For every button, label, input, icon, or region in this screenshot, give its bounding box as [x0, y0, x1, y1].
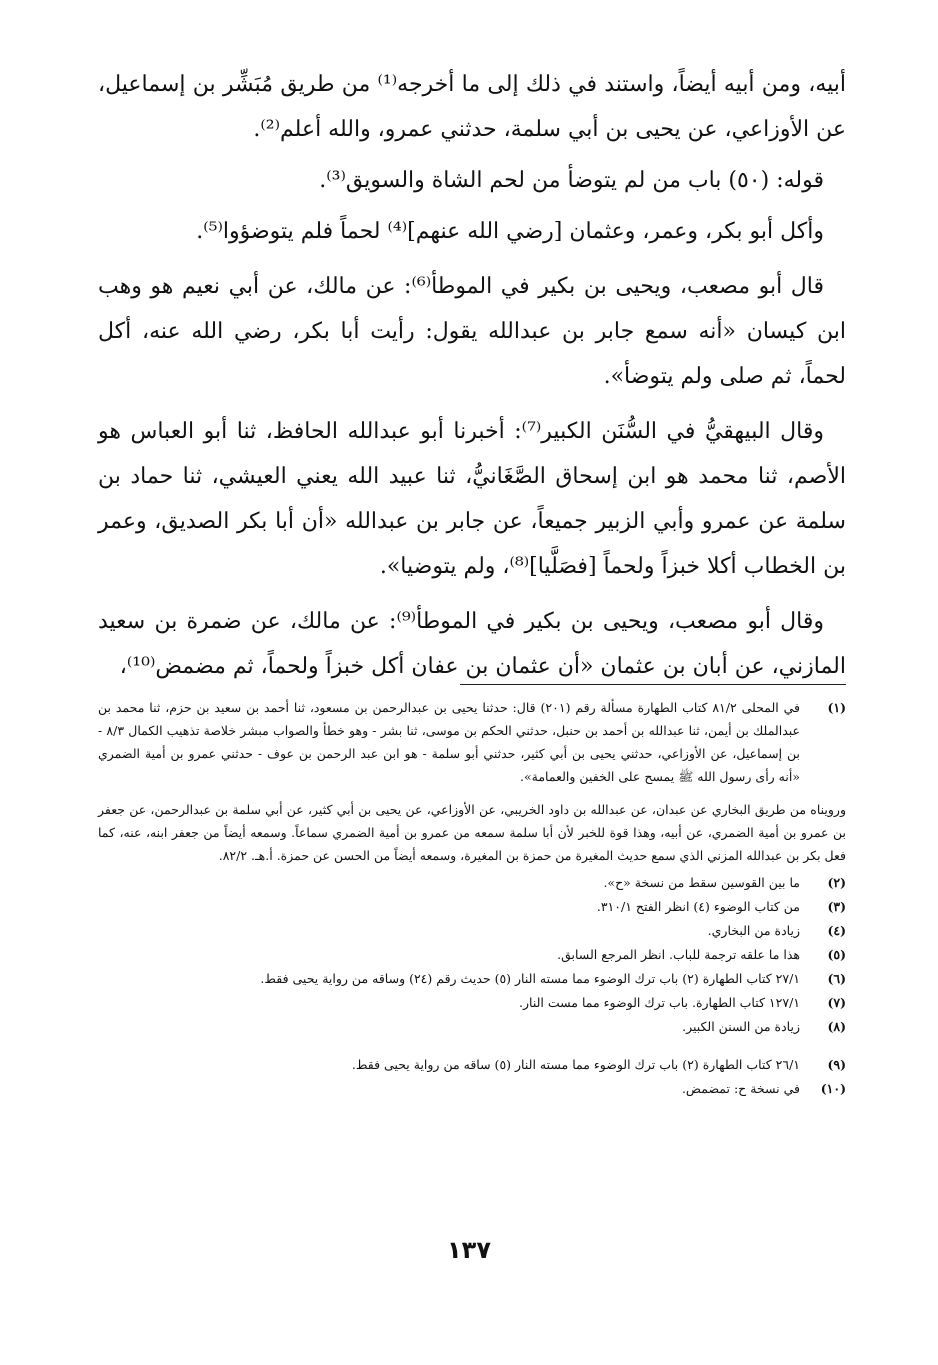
footnote-2 — [98, 871, 846, 894]
footnote-text: زيادة من البخاري. — [707, 923, 800, 938]
footnote-text: في المحلى ٨١/٢ كتاب الطهارة مسألة رقم (٢٠١) قال: حدثنا يحيى بن عبدالرحمن بن مسعود، ثنا أحمد بن سعيد بن حزم، ثنا محمد بن عبدالملك بن أيمن، ثنا عبدالله بن أحمد بن حنبل، حدثني الحكم بن موسى، ثنا بشر - وهو خطأ والصواب مبشر خلاصة تذهيب الكمال ٨/٣ - بن إسماعيل، عن الأوزاعي، حدثني يحيى بن أبي كثير، حدثني أبو سلمة - هو ابن عبد الرحمن بن عوف - حدثني عمرو بن أمية الضمري «أنه رأى رسول الله ﷺ يمسح على الخفين والعمامة». — [98, 700, 800, 784]
main-text-column — [98, 62, 846, 695]
page-number: ١٣٧ — [447, 1236, 491, 1264]
footnote-4 — [98, 919, 846, 942]
footnote-divider — [460, 684, 846, 685]
footnote-number: (٥) — [827, 947, 846, 962]
footnote-spacer — [98, 1039, 846, 1053]
footnote-3 — [98, 895, 846, 918]
footnote-5 — [98, 943, 846, 966]
footnote-9 — [98, 1053, 846, 1076]
paragraph-2: قوله: (٥٠) باب من لم يتوضأ من لحم الشاة والسويق⁽³⁾. — [319, 168, 824, 193]
footnote-number: (١٠) — [820, 1081, 846, 1096]
footnote-1 — [98, 696, 846, 788]
footnote-10 — [98, 1077, 846, 1100]
footnote-text: ما بين القوسين سقط من نسخة «ح». — [603, 875, 800, 890]
footnote-number: (٤) — [827, 923, 846, 938]
footnotes — [98, 696, 846, 1101]
footnote-number: (١) — [827, 700, 846, 715]
main-text — [98, 62, 846, 689]
footnote-text: من كتاب الوضوء (٤) انظر الفتح ٣١٠/١. — [596, 899, 800, 914]
paragraph-5: وقال البيهقيُّ في السُّنَن الكبير⁽⁷⁾: أخبرنا أبو عبدالله الحافظ، ثنا أبو العباس هو الأصم، ثنا محمد هو ابن إسحاق الصَّغَانيُّ، ثنا عبيد الله يعني العيشي، ثنا حماد بن سلمة عن عمرو وأبي الزبير جميعاً، عن جابر بن عبدالله «أن أبا بكر الصديق، وعمر بن الخطاب أكلا خبزاً ولحماً [فصَلَّيا]⁽⁸⁾، ولم يتوضيا». — [98, 419, 846, 579]
footnote-number: (٢) — [827, 875, 846, 890]
footnote-text: زيادة من السنن الكبير. — [682, 1019, 800, 1034]
footnote-text: ٢٦/١ كتاب الطهارة (٢) باب ترك الوضوء مما مسته النار (٥) ساقه من رواية يحيى فقط. — [351, 1057, 800, 1072]
footnote-number: (٨) — [827, 1019, 846, 1034]
footnote-number: (٩) — [827, 1057, 846, 1072]
footnote-number: (٣) — [827, 899, 846, 914]
footnote-number: (٧) — [827, 995, 846, 1010]
paragraph-6: وقال أبو مصعب، ويحيى بن بكير في الموطأ⁽⁹⁾: عن مالك، عن ضمرة بن سعيد المازني، عن أبان بن عثمان «أن عثمان بن عفان أكل خبزاً ولحماً، ثم مضمض⁽¹⁰⁾، — [98, 609, 846, 679]
footnote-text: هذا ما علقه ترجمة للباب. انظر المرجع السابق. — [557, 947, 800, 962]
footnote-text: ١٢٧/١ كتاب الطهارة. باب ترك الوضوء مما مست النار. — [519, 995, 800, 1010]
footnote-6 — [98, 967, 846, 990]
paragraph-4: قال أبو مصعب، ويحيى بن بكير في الموطأ⁽⁶⁾: عن مالك، عن أبي نعيم هو وهب ابن كيسان «أنه سمع جابر بن عبدالله يقول: رأيت أبا بكر، رضي الله عنه، أكل لحماً، ثم صلى ولم يتوضأ». — [98, 274, 846, 389]
paragraph-3: وأكل أبو بكر، وعمر، وعثمان [رضي الله عنهم]⁽⁴⁾ لحماً فلم يتوضؤوا⁽⁵⁾. — [196, 219, 824, 244]
paragraph-1: أبيه، ومن أبيه أيضاً، واستند في ذلك إلى ما أخرجه⁽¹⁾ من طريق مُبَشِّر بن إسماعيل، عن الأوزاعي، عن يحيى بن أبي سلمة، حدثني عمرو، والله أعلم⁽²⁾. — [98, 72, 846, 142]
footnote-7 — [98, 991, 846, 1014]
footnote-text: في نسخة ح: تمضمض. — [681, 1081, 800, 1096]
footnote-1-continuation: ورويناه من طريق البخاري عن عبدان، عن عبدالله بن داود الخريبي، عن الأوزاعي، عن يحيى بن أبي كثير، عن أبي سلمة بن عبدالرحمن، عن جعفر بن عمرو بن أمية الضمري، عن أبيه، وهذا قوة للخبر لأن أبا سلمة سمعه من عمرو بن أمية الضمري سماعاً. وسمعه أيضاً من جعفر ابنه، عنه، كما فعل بكر بن عبدالله المزني الذي سمع حديث المغيرة من حمزة بن المغيرة، وسمعه أيضاً من الحسن عن حمزة. أ.هـ. ٨٢/٢. — [98, 802, 846, 863]
footnote-8 — [98, 1015, 846, 1038]
footnote-number: (٦) — [827, 971, 846, 986]
footnote-text: ٢٧/١ كتاب الطهارة (٢) باب ترك الوضوء مما مسته النار (٥) حديث رقم (٢٤) وساقه من رواية يحيى فقط. — [260, 971, 800, 986]
